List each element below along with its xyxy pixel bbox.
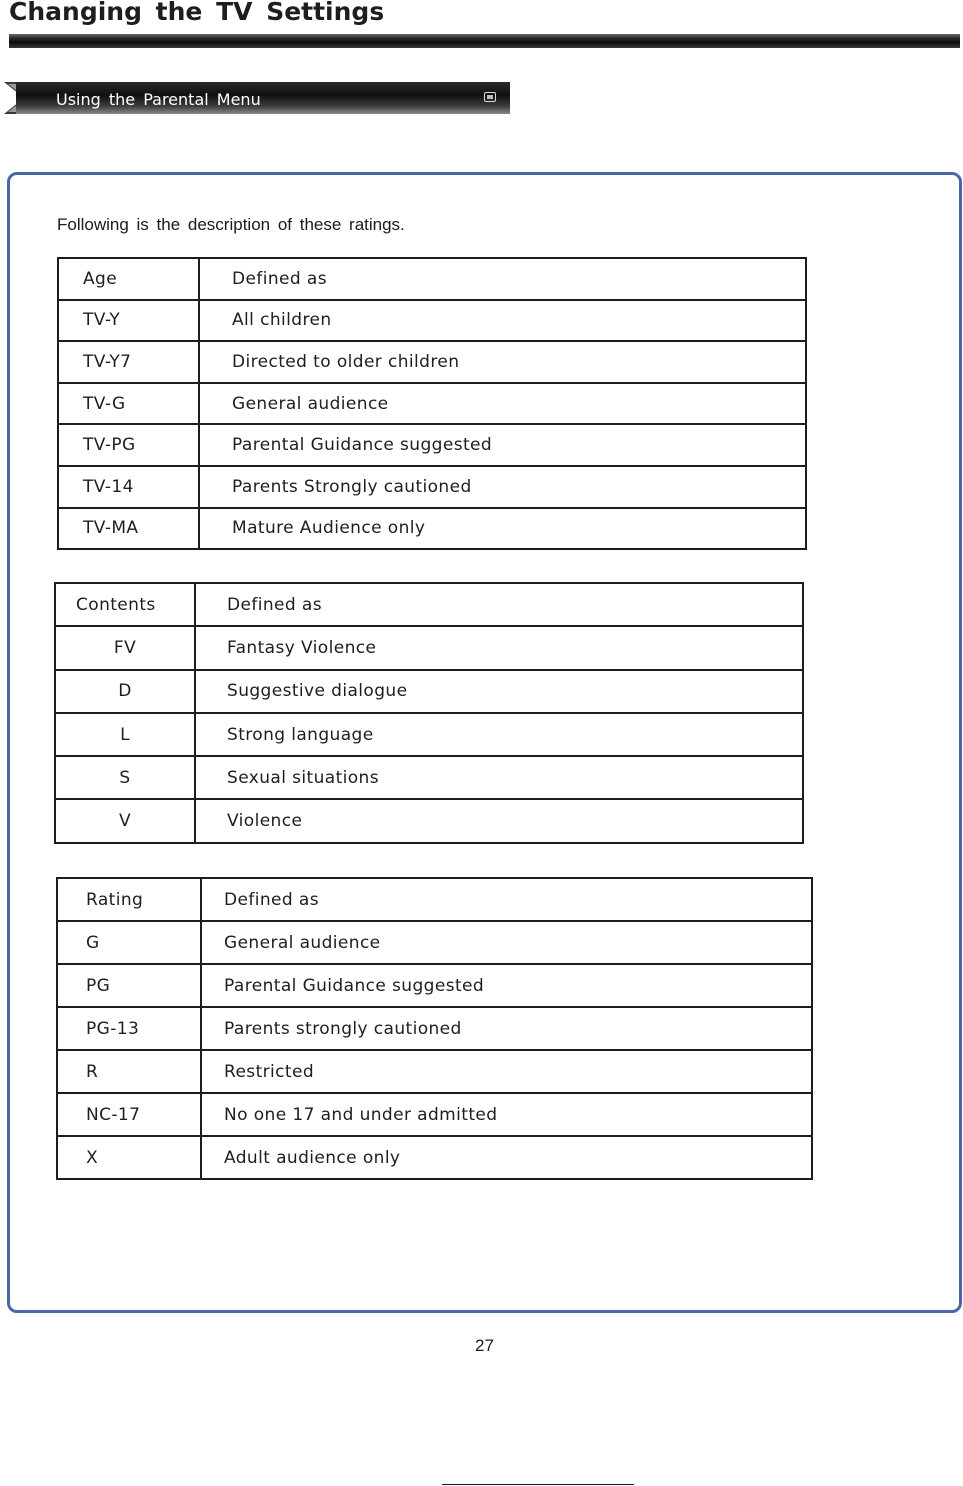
rating-code-cell: TV-14 bbox=[58, 466, 199, 508]
rating-code-cell: TV-G bbox=[58, 383, 199, 425]
rating-code-cell: PG bbox=[57, 964, 201, 1007]
table-row bbox=[57, 1050, 812, 1093]
content-code-cell: S bbox=[55, 756, 195, 799]
rating-definition-cell: General audience bbox=[201, 921, 812, 964]
rating-definition-cell: Adult audience only bbox=[201, 1136, 812, 1179]
content-code-cell: V bbox=[55, 799, 195, 842]
footer-rule bbox=[442, 1484, 634, 1485]
intro-text: Following is the description of these ratings. bbox=[57, 215, 405, 234]
table-header-row bbox=[57, 878, 812, 921]
rating-code-cell: TV-Y bbox=[58, 300, 199, 342]
content-code-cell: FV bbox=[55, 626, 195, 669]
table-header-cell: Rating bbox=[57, 878, 201, 921]
rating-code-cell: R bbox=[57, 1050, 201, 1093]
rating-definition-cell: Parents Strongly cautioned bbox=[199, 466, 806, 508]
rating-code-cell: NC-17 bbox=[57, 1093, 201, 1136]
table-header-cell: Contents bbox=[55, 583, 195, 626]
rating-definition-cell: Restricted bbox=[201, 1050, 812, 1093]
content-definition-cell: Strong language bbox=[195, 713, 803, 756]
table-row bbox=[58, 300, 806, 342]
table-row bbox=[58, 466, 806, 508]
table-header-cell: Defined as bbox=[195, 583, 803, 626]
table-row bbox=[55, 670, 803, 713]
page-title: Changing the TV Settings bbox=[9, 0, 385, 26]
rating-code-cell: X bbox=[57, 1136, 201, 1179]
table-header-row bbox=[58, 258, 806, 300]
rating-definition-cell: Directed to older children bbox=[199, 341, 806, 383]
title-underline-bar bbox=[9, 34, 960, 48]
movie-ratings-table bbox=[56, 877, 813, 1180]
tv-age-ratings-table bbox=[57, 257, 807, 550]
rating-definition-cell: General audience bbox=[199, 383, 806, 425]
rating-definition-cell: Parental Guidance suggested bbox=[199, 424, 806, 466]
content-code-cell: L bbox=[55, 713, 195, 756]
content-definition-cell: Violence bbox=[195, 799, 803, 842]
rating-definition-cell: Mature Audience only bbox=[199, 508, 806, 550]
rating-definition-cell: Parents strongly cautioned bbox=[201, 1007, 812, 1050]
table-row bbox=[58, 508, 806, 550]
section-header bbox=[4, 80, 510, 116]
rating-code-cell: TV-MA bbox=[58, 508, 199, 550]
rating-code-cell: TV-PG bbox=[58, 424, 199, 466]
table-header-cell: Defined as bbox=[201, 878, 812, 921]
content-definition-cell: Suggestive dialogue bbox=[195, 670, 803, 713]
section-header-label: Using the Parental Menu bbox=[56, 90, 261, 109]
rating-code-cell: PG-13 bbox=[57, 1007, 201, 1050]
table-row bbox=[57, 1007, 812, 1050]
table-row bbox=[55, 799, 803, 842]
content-code-cell: D bbox=[55, 670, 195, 713]
table-row bbox=[55, 626, 803, 669]
rating-definition-cell: Parental Guidance suggested bbox=[201, 964, 812, 1007]
content-definition-cell: Fantasy Violence bbox=[195, 626, 803, 669]
rating-code-cell: TV-Y7 bbox=[58, 341, 199, 383]
page-number: 27 bbox=[475, 1336, 494, 1355]
table-row bbox=[57, 964, 812, 1007]
table-row bbox=[58, 341, 806, 383]
menu-icon bbox=[484, 92, 496, 102]
table-row bbox=[58, 383, 806, 425]
table-row bbox=[57, 1136, 812, 1179]
table-header-cell: Defined as bbox=[199, 258, 806, 300]
table-row bbox=[55, 713, 803, 756]
rating-definition-cell: No one 17 and under admitted bbox=[201, 1093, 812, 1136]
table-row bbox=[55, 756, 803, 799]
rating-code-cell: G bbox=[57, 921, 201, 964]
table-header-row bbox=[55, 583, 803, 626]
table-row bbox=[57, 921, 812, 964]
table-row bbox=[58, 424, 806, 466]
content-definition-cell: Sexual situations bbox=[195, 756, 803, 799]
table-row bbox=[57, 1093, 812, 1136]
rating-definition-cell: All children bbox=[199, 300, 806, 342]
content-descriptors-table bbox=[54, 582, 804, 844]
table-header-cell: Age bbox=[58, 258, 199, 300]
